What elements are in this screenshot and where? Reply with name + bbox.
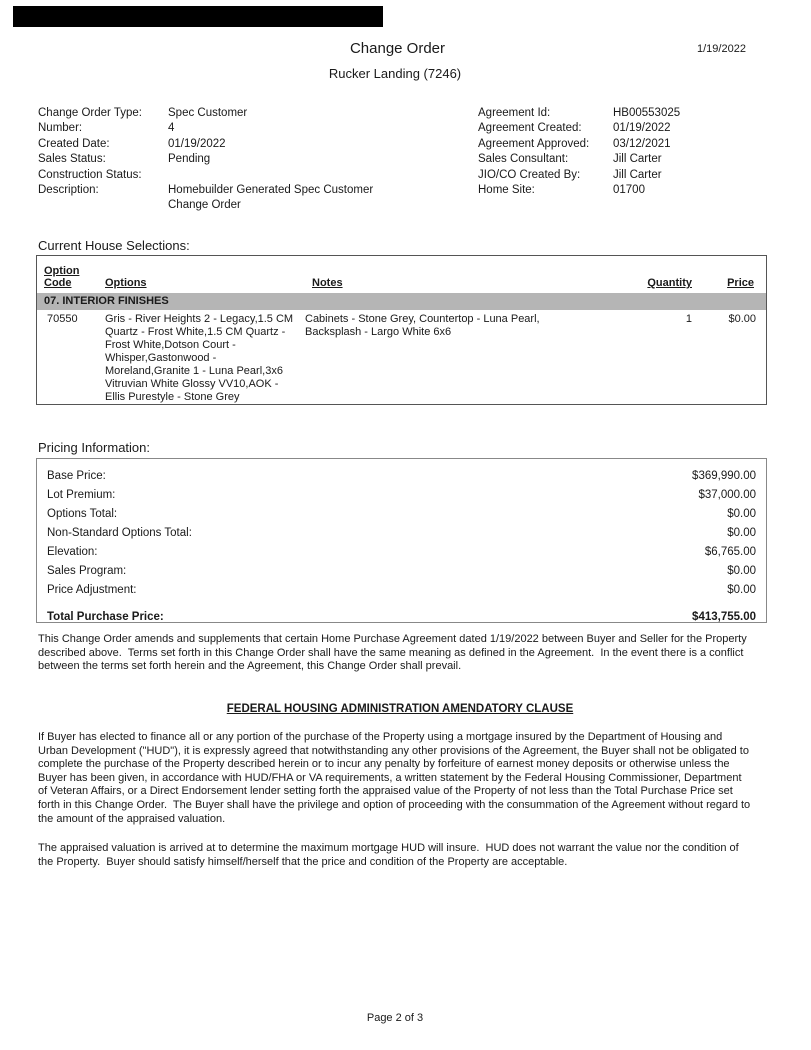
field-label: Description:	[38, 184, 99, 197]
total-price-value: $413,755.00	[692, 611, 756, 623]
price-value: $0.00	[727, 584, 756, 596]
field-value: Jill Carter	[613, 168, 662, 181]
selections-table	[36, 255, 767, 405]
pricing-box	[36, 458, 767, 623]
field-label: Created Date:	[38, 137, 110, 150]
field-label: Construction Status:	[38, 168, 142, 181]
table-row	[37, 310, 766, 404]
field-value: 03/12/2021	[613, 137, 671, 150]
info-row-agreement-created	[478, 121, 778, 136]
appraisal-paragraph: The appraised valuation is arrived at to determine the maximum mortgage HUD will insure. HUD does not warrant the value nor the condition of the Property. Buyer should satisfy himself/herself that the price and condition of the Property are acceptable.	[38, 842, 742, 868]
field-value: 4	[168, 122, 175, 135]
field-label: Agreement Created:	[478, 122, 582, 135]
field-value: 01/19/2022	[168, 137, 226, 150]
amendment-paragraph: This Change Order amends and supplements that certain Home Purchase Agreement dated 1/19/2022 between Buyer and Seller for the Property described above. Terms set forth in this Change Order shall have the same meaning as defined in the Agreement. In the event there is a conflict between the terms set forth herein and the Agreement, this Change Order shall prevail.	[38, 633, 750, 673]
info-row-home-site	[478, 183, 778, 198]
field-value: 01/19/2022	[613, 122, 671, 135]
info-row-jio-co-created-by	[478, 168, 778, 183]
field-label: Number:	[38, 122, 83, 135]
info-row-created-date	[38, 137, 438, 152]
field-value: Spec Customer	[168, 107, 248, 119]
field-label: Agreement Approved:	[478, 137, 590, 150]
pricing-row-elevation	[47, 543, 756, 562]
current-house-selections-heading: Current House Selections:	[38, 238, 190, 253]
redacted-logo-bar	[13, 6, 383, 27]
column-header-price: Price	[727, 277, 754, 289]
community-name: Rucker Landing (7246)	[328, 66, 462, 81]
field-label: Home Site:	[478, 184, 535, 197]
column-header-options: Options	[105, 277, 147, 289]
field-label: Sales Status:	[38, 153, 106, 166]
price-value: $369,990.00	[692, 470, 756, 482]
pricing-information-heading: Pricing Information:	[38, 440, 150, 455]
order-info-right-column	[478, 106, 778, 198]
price-label: Base Price:	[47, 470, 106, 482]
field-value: Homebuilder Generated Spec Customer Change Order	[168, 184, 374, 212]
category-section-row: 07. INTERIOR FINISHES	[37, 293, 766, 310]
info-row-agreement-approved	[478, 137, 778, 152]
field-value: Jill Carter	[613, 153, 662, 166]
price-label: Price Adjustment:	[47, 584, 137, 596]
price-value: $37,000.00	[698, 489, 756, 501]
total-price-label: Total Purchase Price:	[47, 611, 164, 623]
quantity-cell: 1	[685, 313, 692, 325]
info-row-sales-status	[38, 152, 438, 167]
selections-table-header	[37, 256, 766, 293]
price-value: $0.00	[727, 565, 756, 577]
option-code-cell: 70550	[47, 313, 78, 325]
info-row-sales-consultant	[478, 152, 778, 167]
column-header-quantity: Quantity	[647, 277, 692, 289]
pricing-row-base-price	[47, 467, 756, 486]
price-label: Sales Program:	[47, 565, 127, 577]
pricing-row-lot-premium	[47, 486, 756, 505]
field-value: HB00553025	[613, 107, 681, 119]
pricing-row-options-total	[47, 505, 756, 524]
info-row-number	[38, 121, 438, 136]
document-date: 1/19/2022	[697, 43, 746, 55]
column-header-notes: Notes	[312, 277, 343, 289]
notes-cell: Cabinets - Stone Grey, Countertop - Luna Pearl, Backsplash - Largo White 6x6	[305, 313, 540, 338]
pricing-row-total-purchase-price	[47, 608, 756, 627]
price-cell: $0.00	[728, 313, 756, 325]
fha-amendatory-clause-heading: FEDERAL HOUSING ADMINISTRATION AMENDATORY CLAUSE	[226, 703, 574, 715]
page-number-indicator: Page 2 of 3	[366, 1012, 424, 1024]
order-info-left-column	[38, 106, 438, 214]
price-value: $0.00	[727, 527, 756, 539]
field-value: 01700	[613, 184, 645, 197]
price-label: Lot Premium:	[47, 489, 116, 501]
price-label: Non-Standard Options Total:	[47, 527, 192, 539]
info-row-agreement-id	[478, 106, 778, 121]
info-row-construction-status	[38, 168, 438, 183]
price-label: Options Total:	[47, 508, 118, 520]
field-value	[168, 168, 393, 183]
price-label: Elevation:	[47, 546, 98, 558]
options-cell: Gris - River Heights 2 - Legacy,1.5 CM Quartz - Frost White,1.5 CM Quartz - Frost White,Dotson Court - Whisper,Gastonwood - Moreland,Granite 1 - Luna Pearl,3x6 Vitruvian White Glossy VV10,AOK - Ellis Purestyle - Stone Grey	[105, 313, 294, 403]
document-title: Change Order	[349, 40, 446, 57]
fha-clause-paragraph: If Buyer has elected to finance all or any portion of the purchase of the Property using a mortgage insured by the Department of Housing and Urban Development ("HUD"), it is expressly agreed that notwithstanding any other provisions of the Agreement, the Buyer shall not be obligated to complete the purchase of the Property described herein or to incur any penalty by forfeiture of earnest money deposits or otherwise unless the Buyer has been given, in accordance with HUD/FHA or VA requirements, a written statement by the Federal Housing Commissioner, Department of Veteran Affairs, or a Direct Endorsement lender setting forth the appraised value of the Property of not less than the Total Purchase Price set forth in this Change Order. The Buyer shall have the privilege and option of proceeding with the consummation of the Agreement without regard to the amount of the appraised valuation.	[38, 731, 754, 825]
field-label: Agreement Id:	[478, 107, 551, 119]
pricing-row-price-adjustment	[47, 581, 756, 600]
info-row-change-order-type	[38, 106, 438, 121]
pricing-row-sales-program	[47, 562, 756, 581]
field-label: JIO/CO Created By:	[478, 168, 581, 181]
field-label: Sales Consultant:	[478, 153, 569, 166]
field-label: Change Order Type:	[38, 107, 142, 119]
price-value: $6,765.00	[704, 546, 756, 558]
pricing-row-non-standard-options-total	[47, 524, 756, 543]
column-header-option-code: Option Code	[44, 265, 80, 289]
info-row-description	[38, 183, 438, 214]
price-value: $0.00	[727, 508, 756, 520]
field-value: Pending	[168, 153, 211, 166]
